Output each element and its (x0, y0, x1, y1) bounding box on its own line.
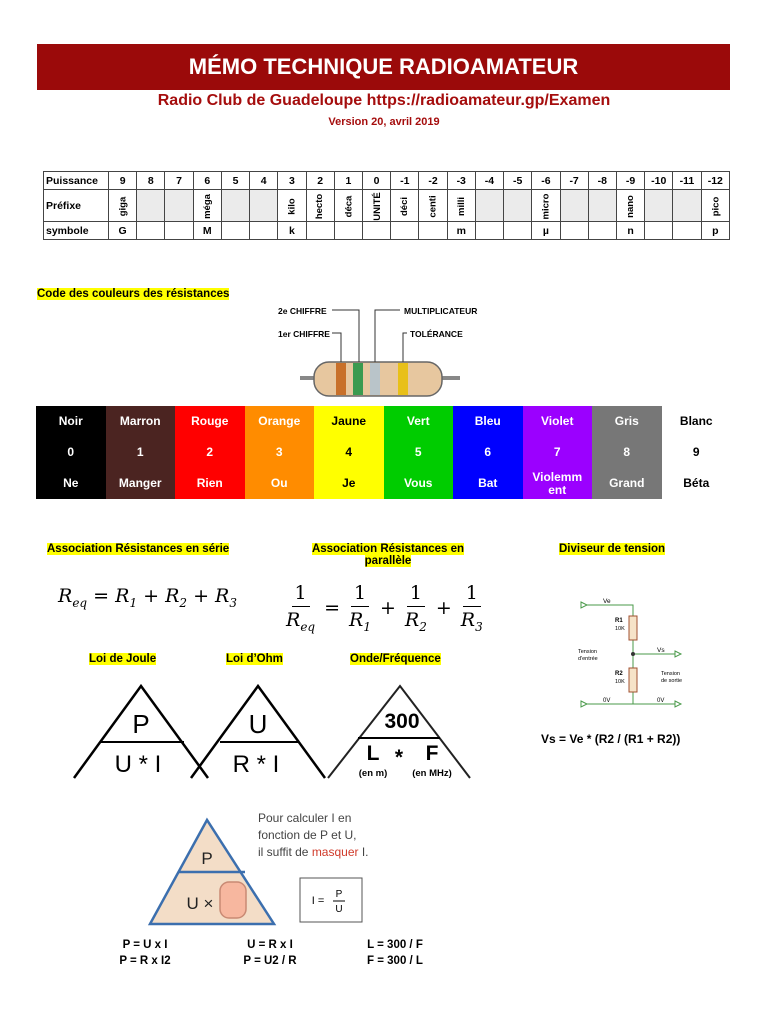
color-mnemonic-cell: Grand (592, 468, 662, 499)
color-code-table (36, 406, 731, 499)
prefix-cell (334, 190, 362, 222)
power-cell: -6 (532, 172, 560, 190)
r1-value: 10K (615, 626, 625, 632)
power-cell: -12 (701, 172, 729, 190)
prefix-cell (588, 190, 616, 222)
prefix-label: kilo (286, 197, 298, 215)
symbol-cell (560, 222, 588, 240)
ohm-triangle (191, 686, 325, 778)
symbol-cell (362, 222, 390, 240)
color-digit-cell: 5 (384, 437, 454, 468)
color-mnemonic-cell: Vous (384, 468, 454, 499)
resistor-heading: Code des couleurs des résistances (37, 288, 230, 300)
color-digit-cell: 7 (523, 437, 593, 468)
color-digit-cell: 2 (175, 437, 245, 468)
color-mnemonic-cell: Ou (245, 468, 315, 499)
color-mnemonic-cell: Violemm ent (523, 468, 593, 499)
prefix-cell (560, 190, 588, 222)
row-label: Puissance (44, 172, 109, 190)
divider-formula: Vs = Ve * (R2 / (R1 + R2)) (541, 732, 681, 746)
prefix-label: nano (625, 194, 637, 218)
symbol-cell (673, 222, 701, 240)
serie-formula: $R_{eq} = R_1 + R_2 + R_3$ (58, 585, 238, 610)
power-cell: -2 (419, 172, 447, 190)
symbol-cell (221, 222, 249, 240)
symbol-cell (250, 222, 278, 240)
symbol-cell (391, 222, 419, 240)
prefix-cell (475, 190, 503, 222)
color-name-cell: Rouge (175, 406, 245, 437)
svg-text:R * I: R * I (232, 751, 280, 778)
prefix-cell (391, 190, 419, 222)
parallele-formula: $\frac{1}{R_{eq}}$ = $\frac{1}{R_1}$ + $\frac{1}{R_2}$ + $\frac{1}{R_3}$ (286, 582, 483, 634)
label-multiplier: MULTIPLICATEUR (404, 306, 478, 316)
band-2nd (353, 363, 363, 395)
color-digit-row (36, 437, 731, 468)
svg-text:*: * (394, 746, 404, 769)
power-cell: 6 (193, 172, 221, 190)
color-mnemonic-row (36, 468, 731, 499)
power-cell: 4 (250, 172, 278, 190)
output-label-1: Tension (661, 671, 680, 677)
symbol-cell (475, 222, 503, 240)
symbol-row (44, 222, 730, 240)
r2-resistor (629, 668, 637, 692)
color-digit-cell: 0 (36, 437, 106, 468)
power-cell: -4 (475, 172, 503, 190)
power-cell: 2 (306, 172, 334, 190)
power-cell: 5 (221, 172, 249, 190)
ohm-formulas: U = R x I P = U2 / R (243, 939, 297, 967)
symbol-cell: n (616, 222, 644, 240)
prefix-label: méga (201, 193, 213, 219)
power-cell: 9 (109, 172, 137, 190)
power-cell: -10 (645, 172, 673, 190)
svg-text:U: U (248, 709, 268, 739)
power-cell: 3 (278, 172, 306, 190)
symbol-cell (306, 222, 334, 240)
label-1st-digit: 1er CHIFFRE (278, 329, 330, 339)
color-digit-cell: 1 (106, 437, 176, 468)
prefix-row (44, 190, 730, 222)
symbol-cell: p (701, 222, 729, 240)
resistor-diagram (278, 300, 510, 402)
prefix-label: giga (117, 196, 129, 216)
power-cell: 1 (334, 172, 362, 190)
label-2nd-digit: 2e CHIFFRE (278, 306, 327, 316)
svg-text:P: P (132, 709, 150, 739)
vs-label: Vs (657, 647, 665, 654)
svg-text:P: P (335, 889, 343, 900)
color-mnemonic-cell: Je (314, 468, 384, 499)
prefix-label: déci (399, 196, 411, 216)
title-banner (37, 44, 730, 90)
color-mnemonic-cell: Béta (662, 468, 732, 499)
symbol-cell (137, 222, 165, 240)
output-label-2: de sortie (661, 678, 683, 684)
prefix-cell (504, 190, 532, 222)
svg-text:I =: I = (311, 895, 325, 907)
prefix-cell (419, 190, 447, 222)
color-name-cell: Orange (245, 406, 315, 437)
ve-label: Ve (603, 598, 611, 605)
color-digit-cell: 8 (592, 437, 662, 468)
row-label: symbole (44, 222, 109, 240)
prefix-cell (616, 190, 644, 222)
symbol-cell: µ (532, 222, 560, 240)
color-name-cell: Violet (523, 406, 593, 437)
power-cell: -1 (391, 172, 419, 190)
power-cell: 7 (165, 172, 193, 190)
color-name-row (36, 406, 731, 437)
voltage-divider-diagram (573, 594, 693, 714)
svg-text:U ×: U × (186, 894, 214, 913)
power-cell: -5 (504, 172, 532, 190)
svg-text:P: P (201, 849, 213, 868)
power-cell: 8 (137, 172, 165, 190)
prefix-cell (362, 190, 390, 222)
r2-label: R2 (615, 671, 623, 677)
prefix-cell (278, 190, 306, 222)
symbol-cell: G (109, 222, 137, 240)
symbol-cell (334, 222, 362, 240)
symbol-cell: k (278, 222, 306, 240)
color-name-cell: Marron (106, 406, 176, 437)
color-digit-cell: 6 (453, 437, 523, 468)
law-triangles (70, 678, 472, 782)
ohm-heading: Loi d’Ohm (226, 653, 283, 665)
color-mnemonic-cell: Rien (175, 468, 245, 499)
prefix-label: pico (709, 196, 721, 216)
r1-label: R1 (615, 618, 623, 624)
color-name-cell: Gris (592, 406, 662, 437)
svg-text:(en MHz): (en MHz) (412, 768, 452, 779)
symbol-cell (588, 222, 616, 240)
band-1st (336, 363, 346, 395)
symbol-cell (165, 222, 193, 240)
symbol-cell: m (447, 222, 475, 240)
prefix-cell (221, 190, 249, 222)
color-name-cell: Vert (384, 406, 454, 437)
prefix-label: déca (342, 195, 354, 217)
svg-text:U: U (335, 904, 343, 915)
zero-left: 0V (603, 698, 611, 704)
diviseur-heading: Diviseur de tension (559, 543, 666, 555)
power-cell: 0 (362, 172, 390, 190)
wave-triangle (328, 686, 470, 779)
subtitle: Radio Club de Guadeloupe https://radioamateur.gp/Examen (157, 92, 611, 109)
symbol-cell: M (193, 222, 221, 240)
prefix-cell (645, 190, 673, 222)
onde-heading: Onde/Fréquence (350, 653, 441, 665)
prefix-label: hecto (314, 193, 326, 219)
power-cell: -3 (447, 172, 475, 190)
prefix-label: milli (455, 196, 467, 216)
color-digit-cell: 4 (314, 437, 384, 468)
power-cell: -7 (560, 172, 588, 190)
row-label: Préfixe (44, 190, 109, 222)
joule-triangle (74, 686, 208, 778)
power-cell: -11 (673, 172, 701, 190)
color-mnemonic-cell: Manger (106, 468, 176, 499)
color-mnemonic-cell: Ne (36, 468, 106, 499)
prefix-cell (193, 190, 221, 222)
svg-text:L: L (366, 742, 380, 765)
svg-text:(en m): (en m) (358, 768, 388, 779)
svg-text:F: F (425, 742, 439, 765)
label-tolerance: TOLÉRANCE (410, 329, 463, 339)
page-title: MÉMO TECHNIQUE RADIOAMATEUR (188, 54, 579, 79)
prefix-cell (137, 190, 165, 222)
masking-tip (140, 808, 420, 934)
prefix-cell (109, 190, 137, 222)
prefix-cell (306, 190, 334, 222)
prefix-cell (532, 190, 560, 222)
wave-formulas: L = 300 / F F = 300 / L (367, 939, 423, 967)
color-digit-cell: 9 (662, 437, 732, 468)
prefix-cell (673, 190, 701, 222)
symbol-cell (504, 222, 532, 240)
joule-heading: Loi de Joule (89, 653, 157, 665)
prefix-label: micro (540, 193, 552, 219)
symbol-cell (419, 222, 447, 240)
color-digit-cell: 3 (245, 437, 315, 468)
power-row (44, 172, 730, 190)
version-label: Version 20, avril 2019 (328, 116, 440, 128)
prefix-label: centi (427, 194, 439, 218)
prefix-cell (165, 190, 193, 222)
prefix-cell (701, 190, 729, 222)
svg-text:U * I: U * I (114, 751, 162, 778)
color-name-cell: Noir (36, 406, 106, 437)
input-label-2: d'entrée (578, 656, 598, 662)
color-name-cell: Jaune (314, 406, 384, 437)
finger-mask (220, 882, 246, 918)
serie-heading: Association Résistances en série (47, 543, 230, 555)
svg-text:300: 300 (384, 710, 420, 733)
prefix-table (43, 171, 730, 240)
color-name-cell: Bleu (453, 406, 523, 437)
prefix-cell (250, 190, 278, 222)
color-name-cell: Blanc (662, 406, 732, 437)
svg-text:il suffit de masquer I.: il suffit de masquer I. (258, 845, 369, 859)
symbol-cell (645, 222, 673, 240)
input-label-1: Tension (578, 649, 597, 655)
r2-value: 10K (615, 679, 625, 685)
prefix-cell (447, 190, 475, 222)
zero-right: 0V (657, 698, 665, 704)
prefix-label: UNITÉ (371, 191, 383, 221)
svg-text:fonction de P et U,: fonction de P et U, (258, 828, 357, 842)
power-cell: -9 (616, 172, 644, 190)
color-mnemonic-cell: Bat (453, 468, 523, 499)
svg-text:Pour calculer I en: Pour calculer I en (258, 811, 352, 825)
band-mult (370, 363, 380, 395)
joule-formulas: P = U x I P = R x I2 (119, 939, 171, 967)
r1-resistor (629, 616, 637, 640)
power-cell: -8 (588, 172, 616, 190)
parallele-heading: Association Résistances en parallèle (311, 543, 465, 567)
band-tol (398, 363, 408, 395)
